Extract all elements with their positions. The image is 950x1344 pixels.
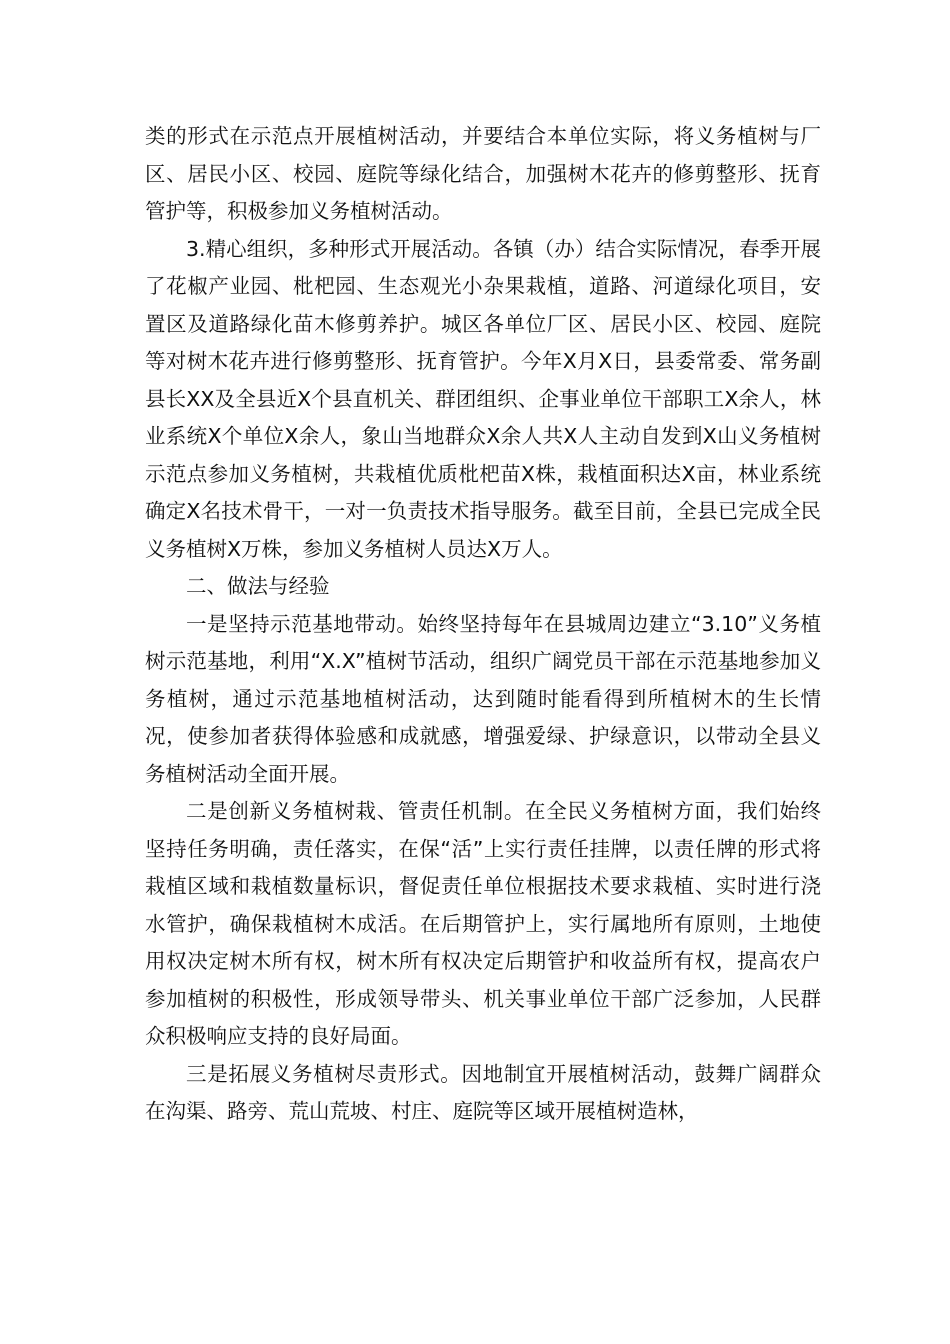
- paragraph-point-2: 二是创新义务植树栽、管责任机制。在全民义务植树方面，我们始终坚持任务明确，责任落实，在保“活”上实行责任挂牌，以责任牌的形式将栽植区域和栽植数量标识，督促责任单位根据技术要求栽植、实时进行浇水管护，确保栽植树木成活。在后期管护上，实行属地所有原则，土地使用权决定树木所有权，树木所有权决定后期管护和收益所有权，提高农户参加植树的积极性，形成领导带头、机关事业单位干部广泛参加，人民群众积极响应支持的良好局面。: [145, 799, 821, 1048]
- document-body: [145, 118, 821, 1131]
- paragraph-item-3: 3.精心组织，多种形式开展活动。各镇（办）结合实际情况，春季开展了花椒产业园、枇杷园、生态观光小杂果栽植，道路、河道绿化项目，安置区及道路绿化苗木修剪养护。城区各单位厂区、居民小区、校园、庭院等对树木花卉进行修剪整形、抚育管护。今年X月X日，县委常委、常务副县长XX及全县近X个县直机关、群团组织、企事业单位干部职工X余人，林业系统X个单位X余人，象山当地群众X余人共X人主动自发到X山义务植树示范点参加义务植树，共栽植优质枇杷苗X株，栽植面积达X亩，林业系统确定X名技术骨干，一对一负责技术指导服务。截至目前，全县已完成全民义务植树X万株，参加义务植树人员达X万人。: [145, 236, 821, 561]
- paragraph-point-1: 一是坚持示范基地带动。始终坚持每年在县城周边建立“3.10”义务植树示范基地，利用“X.X”植树节活动，组织广阔党员干部在示范基地参加义务植树，通过示范基地植树活动，达到随时能看得到所植树木的生长情况，使参加者获得体验感和成就感，增强爱绿、护绿意识，以带动全县义务植树活动全面开展。: [145, 611, 821, 786]
- section-heading: 二、做法与经验: [186, 574, 330, 598]
- paragraph-continued: 类的形式在示范点开展植树活动，并要结合本单位实际，将义务植树与厂区、居民小区、校园、庭院等绿化结合，加强树木花卉的修剪整形、抚育管护等，积极参加义务植树活动。: [145, 124, 821, 223]
- paragraph-point-3: 三是拓展义务植树尽责形式。因地制宜开展植树活动，鼓舞广阔群众在沟渠、路旁、荒山荒坡、村庄、庭院等区域开展植树造林，: [145, 1061, 821, 1123]
